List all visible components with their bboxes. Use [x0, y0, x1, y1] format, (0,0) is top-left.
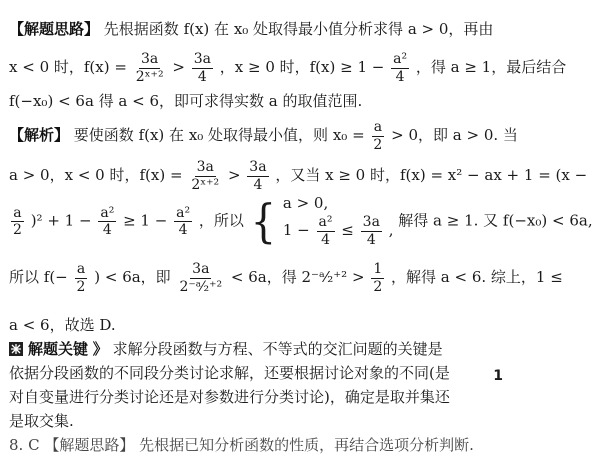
fraction-numerator: a — [76, 261, 86, 277]
analysis-text-3d: 解得 a ≥ 1. 又 f(−x₀) < 6a, — [398, 211, 593, 230]
fraction-numerator: a² — [176, 204, 191, 221]
fraction-denominator: 4 — [253, 176, 263, 193]
key-line-3 — [9, 390, 450, 405]
thinking-tag: 【解题思路】 — [9, 20, 100, 38]
fraction — [189, 160, 221, 192]
system-row-2 — [283, 215, 394, 247]
thinking-text-2c: ，x ≥ 0 时，f(x) ≥ 1 − — [219, 58, 385, 77]
fraction-denominator: 4 — [366, 231, 376, 248]
fraction — [98, 206, 116, 238]
fraction — [371, 120, 384, 152]
key-arrow: 》 — [92, 340, 108, 358]
analysis-text-5: a < 6，故选 D. — [9, 316, 116, 334]
analysis-text-4b: ) < 6a，即 — [94, 268, 171, 287]
analysis-line-1 — [9, 120, 518, 152]
analysis-text-4d: ，解得 a < 6. 综上，1 ≤ — [391, 268, 563, 287]
fraction-numerator: 3a — [192, 261, 210, 277]
analysis-line-3 — [9, 196, 593, 247]
fraction — [75, 262, 88, 294]
key-line-4 — [9, 414, 74, 429]
analysis-text-1b: > 0，即 a > 0. 当 — [391, 126, 518, 145]
key-line-2 — [9, 366, 450, 381]
fraction-denominator: 2ˣ⁺² — [191, 176, 220, 193]
analysis-text-3b: ≥ 1 − — [123, 211, 168, 230]
analysis-text-2a: a > 0，x < 0 时，f(x) = — [9, 166, 183, 185]
fraction — [361, 215, 382, 247]
thinking-text-2d: ，得 a ≥ 1，最后结合 — [415, 58, 567, 77]
fraction — [134, 52, 166, 84]
fraction-denominator: 4 — [321, 231, 330, 248]
page-number: 1 — [493, 368, 503, 384]
analysis-text-3a: )² + 1 − — [30, 211, 92, 230]
thinking-text-2a: x < 0 时，f(x) = — [9, 58, 127, 77]
system-row-2a: 1 − — [282, 221, 310, 240]
analysis-line-2 — [9, 160, 587, 192]
cut-text: 8. C 【解题思路】 先根据已知分析函数的性质，再结合选项分析判断. — [9, 436, 474, 454]
key-line-1 — [28, 342, 443, 357]
thinking-line-3 — [9, 94, 362, 109]
fraction-numerator: 3a — [249, 159, 267, 175]
fraction-numerator: a — [13, 204, 22, 221]
key-text-1: 求解分段函数与方程、不等式的交汇问题的关键是 — [112, 340, 443, 358]
analysis-text-3c: ，所以 — [198, 211, 244, 230]
thinking-line-2 — [9, 52, 566, 84]
key-text-2: 依据分段函数的不同段分类讨论求解，还要根据讨论对象的不同(是 — [9, 364, 450, 382]
key-icon — [9, 342, 23, 356]
analysis-line-4 — [9, 262, 563, 294]
key-text-4: 是取交集. — [9, 412, 74, 430]
fraction-denominator: 2 — [76, 278, 86, 295]
fraction — [317, 215, 335, 247]
next-section-cut-text — [9, 436, 479, 454]
thinking-text-2b: > — [172, 58, 185, 77]
fraction-numerator: 3a — [193, 51, 211, 67]
fraction-numerator: 3a — [141, 51, 159, 67]
fraction-numerator: a² — [318, 214, 333, 230]
fraction-numerator: 3a — [196, 159, 214, 175]
fraction-numerator: a² — [393, 51, 408, 67]
fraction-denominator: 2⁻ᵃ⁄₂⁺² — [179, 278, 223, 295]
fraction — [11, 206, 24, 238]
analysis-text-1a: 要使函数 f(x) 在 x₀ 处取得最小值，则 x₀ = — [73, 126, 365, 145]
key-tag: 解题关键 — [28, 340, 89, 358]
system-row-2c: , — [388, 221, 394, 240]
analysis-text-4a: 所以 f(− — [9, 268, 68, 287]
system-brace: { — [250, 195, 277, 249]
fraction-numerator: 3a — [362, 214, 380, 230]
fraction-numerator: 1 — [373, 261, 383, 277]
fraction — [371, 262, 384, 294]
fraction — [174, 206, 192, 238]
fraction-denominator: 4 — [197, 68, 207, 85]
analysis-text-2b: > — [227, 166, 241, 185]
system-row-1: a > 0, — [282, 194, 329, 212]
fraction-denominator: 2 — [13, 222, 22, 239]
fraction — [247, 160, 268, 192]
fraction-denominator: 2 — [373, 278, 383, 295]
fraction — [192, 52, 213, 84]
analysis-text-2c: ，又当 x ≥ 0 时，f(x) = x² − ax + 1 = (x − — [275, 166, 588, 185]
fraction-denominator: 4 — [395, 68, 405, 85]
analysis-text-4c: < 6a，得 2⁻ᵃ⁄₂⁺² > — [230, 268, 365, 287]
analysis-line-5 — [9, 318, 116, 333]
fraction-denominator: 4 — [102, 222, 112, 239]
analysis-tag: 【解析】 — [9, 126, 70, 145]
fraction-numerator: a² — [100, 204, 115, 221]
system-row-2b: ≤ — [341, 221, 354, 240]
fraction-denominator: 2ˣ⁺² — [135, 68, 164, 85]
thinking-text-1: 先根据函数 f(x) 在 x₀ 处取得最小值分析求得 a > 0，再由 — [103, 20, 494, 38]
fraction-numerator: a — [373, 119, 383, 135]
fraction — [177, 262, 224, 294]
thinking-line-1 — [9, 22, 493, 37]
thinking-text-3: f(−x₀) < 6a 得 a < 6，即可求得实数 a 的取值范围. — [9, 92, 363, 110]
key-text-3: 对自变量进行分类讨论还是对参数进行分类讨论)，确定是取并集还 — [9, 388, 450, 406]
fraction-denominator: 4 — [178, 222, 188, 239]
inequality-system — [283, 196, 394, 247]
fraction — [391, 52, 409, 84]
fraction-denominator: 2 — [373, 136, 383, 153]
